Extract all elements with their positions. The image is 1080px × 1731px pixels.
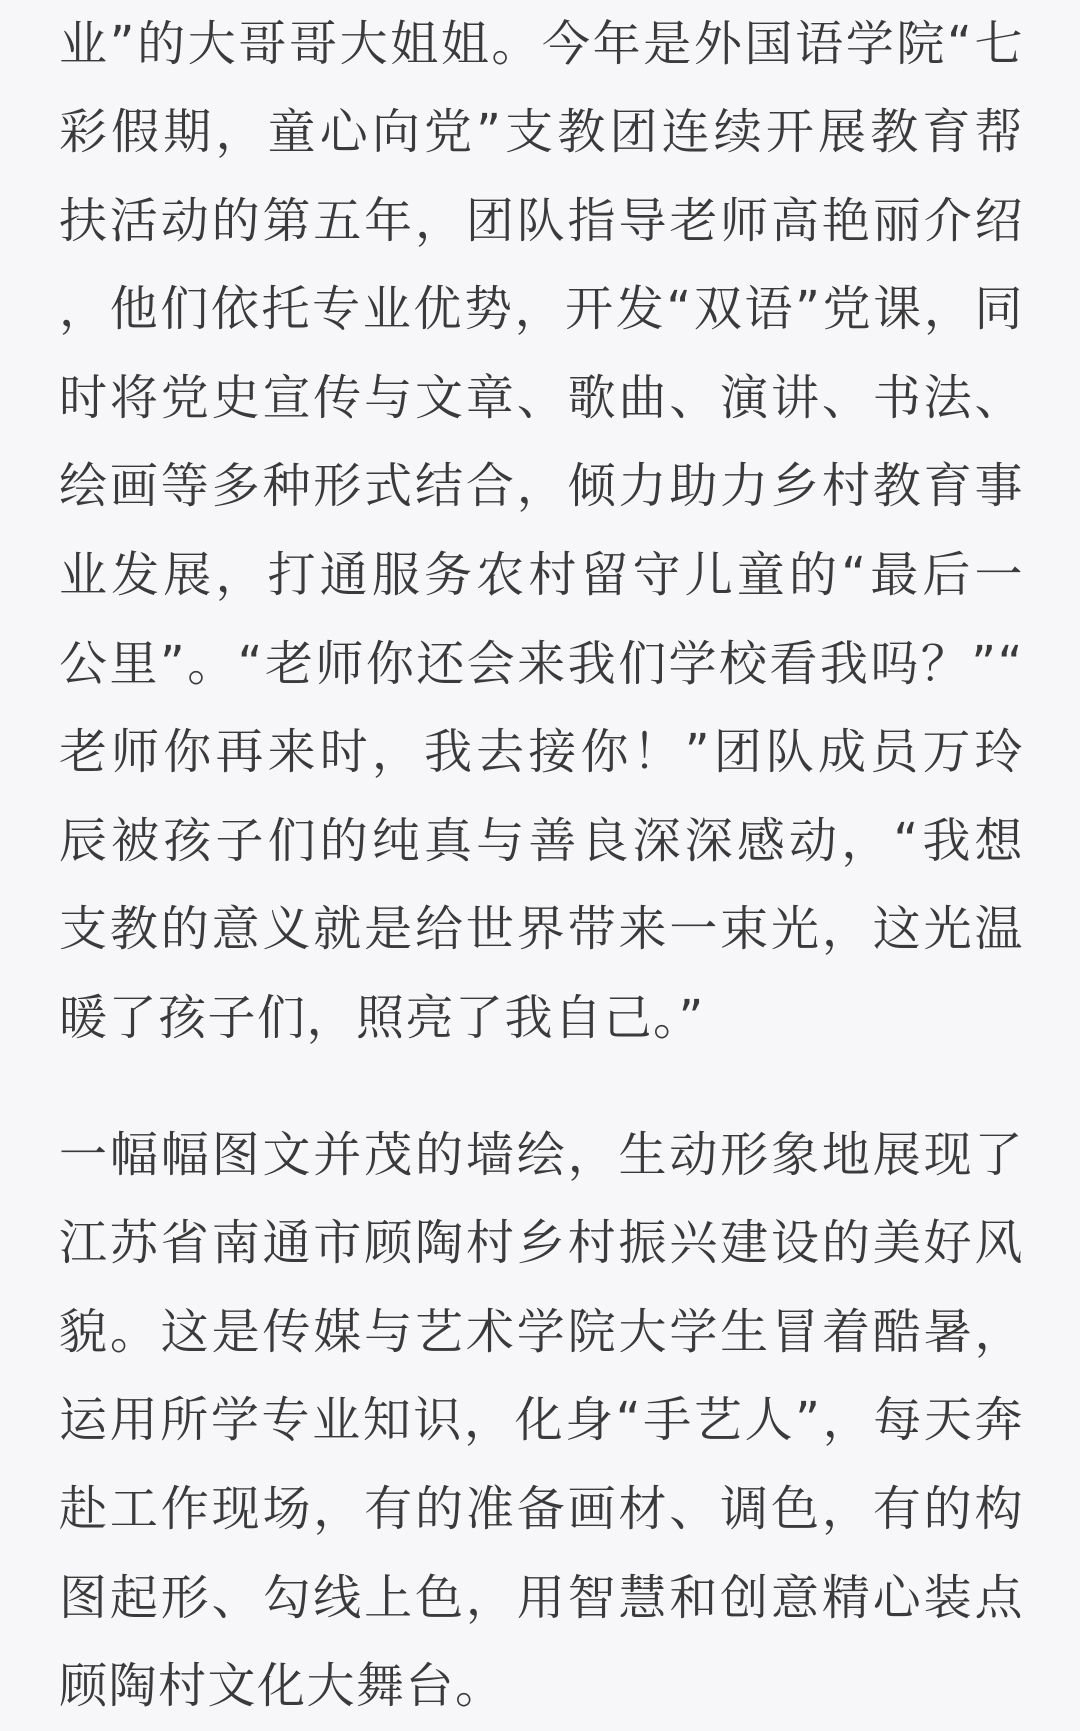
paragraph-spacer [59,1063,1024,1111]
article-paragraph: 一幅幅图文并茂的墙绘，生动形象地展现了江苏省南通市顾陶村乡村振兴建设的美好风貌。这是传媒与艺术学院大学生冒着酷暑，运用所学专业知识，化身“手艺人”，每天奔赴工作现场，有的准备画材、调色，有的构图起形、勾线上色，用智慧和创意精心装点顾陶村文化大舞台。 [59,1126,1024,1715]
article-paragraph: 业”的大哥哥大姐姐。今年是外国语学院“七彩假期，童心向党”支教团连续开展教育帮扶活动的第五年，团队指导老师高艳丽介绍，他们依托专业优势，开发“双语”党课，同时将党史宣传与文章、歌曲、演讲、书法、绘画等多种形式结合，倾力助力乡村教育事业发展，打通服务农村留守儿童的“最后一公里”。“老师你还会来我们学校看我吗？”“老师你再来时，我去接你！”团队成员万玲辰被孩子们的纯真与善良深深感动，“我想支教的意义就是给世界带来一束光，这光温暖了孩子们，照亮了我自己。” [59,15,1024,1047]
